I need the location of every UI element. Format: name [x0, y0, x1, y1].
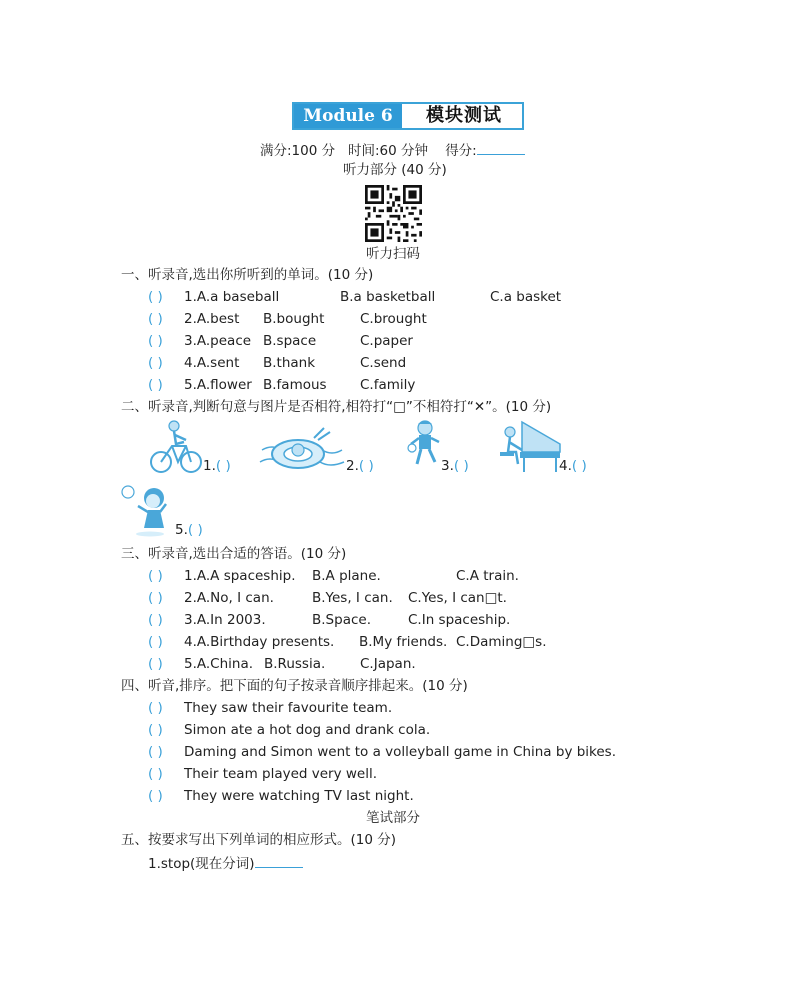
- option-c: C.a basket: [490, 289, 562, 305]
- answer-paren[interactable]: ( ): [215, 458, 231, 474]
- option-b: B.Russia.: [264, 656, 326, 672]
- listening-title: 听力部分 (40 分): [343, 162, 447, 178]
- list-item: [148, 611, 266, 629]
- time-limit: 时间:60 分钟: [347, 143, 429, 159]
- answer-paren[interactable]: ( ): [148, 656, 163, 672]
- answer-paren[interactable]: ( ): [148, 788, 163, 804]
- option-c: C.brought: [360, 311, 427, 327]
- part5-heading: 五、按要求写出下列单词的相应形式。(10 分): [121, 832, 397, 848]
- list-item: [148, 354, 239, 372]
- answer-paren[interactable]: ( ): [148, 590, 163, 606]
- qr-code-icon[interactable]: [365, 185, 422, 242]
- qr-caption: 听力扫码: [366, 246, 420, 262]
- option-a: 4.A.sent: [184, 355, 240, 371]
- option-b: B.a basketball: [340, 289, 436, 305]
- option-a: 1.A.A spaceship.: [184, 568, 296, 584]
- answer-paren[interactable]: ( ): [187, 522, 203, 538]
- pic-label-3: 3.( ): [441, 457, 490, 475]
- answer-paren[interactable]: ( ): [148, 289, 163, 305]
- list-item: [148, 633, 334, 651]
- list-item: [148, 699, 392, 717]
- score-label: 得分:: [445, 143, 477, 159]
- option-b: B.A plane.: [312, 568, 381, 584]
- option-c: C.paper: [360, 333, 413, 349]
- answer-paren[interactable]: ( ): [148, 568, 163, 584]
- answer-paren[interactable]: ( ): [453, 458, 469, 474]
- football-player-picture: [403, 418, 445, 474]
- option-b: B.famous: [263, 377, 327, 393]
- answer-paren[interactable]: ( ): [148, 634, 163, 650]
- option-a: 1.A.a baseball: [184, 289, 280, 305]
- option-a: 3.A.peace: [184, 333, 252, 349]
- answer-paren[interactable]: ( ): [148, 744, 163, 760]
- option-b: B.bought: [263, 311, 325, 327]
- option-a: 5.A.flower: [184, 377, 252, 393]
- list-item: [148, 288, 279, 306]
- answer-paren[interactable]: ( ): [148, 355, 163, 371]
- pic-label-4: 4.( ): [559, 457, 608, 475]
- list-item: [148, 376, 252, 394]
- piano-player-picture: [494, 418, 564, 474]
- option-b: B.thank: [263, 355, 316, 371]
- pic-label-1: 1.( ): [203, 457, 252, 475]
- option-b: B.Space.: [312, 612, 371, 628]
- option-a: 4.A.Birthday presents.: [184, 634, 335, 650]
- volleyball-girl-picture: [120, 482, 176, 538]
- pic-label-2: 2.( ): [346, 457, 395, 475]
- module-label: Module 6: [294, 104, 402, 128]
- option-b: B.Yes, I can.: [312, 590, 393, 606]
- score-blank[interactable]: [477, 140, 525, 155]
- option-a: 5.A.China.: [184, 656, 254, 672]
- option-c: C.Yes, I can□t.: [408, 590, 507, 606]
- option-b: B.My friends.: [359, 634, 448, 650]
- list-item: [148, 567, 296, 585]
- answer-paren[interactable]: ( ): [148, 766, 163, 782]
- list-item: [148, 310, 239, 328]
- option-c: C.Daming□s.: [456, 634, 547, 650]
- score-line: [260, 140, 525, 160]
- module-title-banner: [292, 102, 524, 130]
- part5-item-1: [148, 853, 303, 873]
- answer-paren[interactable]: ( ): [148, 333, 163, 349]
- list-item: [148, 332, 251, 350]
- answer-paren[interactable]: ( ): [148, 722, 163, 738]
- option-b: B.space: [263, 333, 317, 349]
- cyclist-picture: [148, 418, 204, 474]
- option-a: 2.A.best: [184, 311, 240, 327]
- answer-paren[interactable]: ( ): [148, 612, 163, 628]
- written-section-title: 笔试部分: [366, 810, 420, 826]
- list-item: [148, 787, 414, 805]
- sentence-text: They were watching TV last night.: [184, 788, 414, 804]
- answer-blank[interactable]: [255, 853, 303, 868]
- option-c: C.A train.: [456, 568, 519, 584]
- list-item: [148, 589, 274, 607]
- page-title: 模块测试: [426, 105, 502, 126]
- sentence-text: Daming and Simon went to a volleyball game in China by bikes.: [184, 744, 617, 760]
- full-marks: 满分:100 分: [260, 143, 336, 159]
- list-item: [148, 655, 253, 673]
- option-c: C.Japan.: [360, 656, 416, 672]
- option-c: C.family: [360, 377, 416, 393]
- list-item: [148, 743, 616, 761]
- list-item: [148, 765, 377, 783]
- answer-paren[interactable]: ( ): [148, 311, 163, 327]
- list-item: [148, 721, 430, 739]
- option-a: 2.A.No, I can.: [184, 590, 274, 606]
- sentence-text: Simon ate a hot dog and drank cola.: [184, 722, 431, 738]
- option-c: C.In spaceship.: [408, 612, 511, 628]
- answer-paren[interactable]: ( ): [148, 377, 163, 393]
- item-text: 1.stop(现在分词): [148, 856, 255, 872]
- option-a: 3.A.In 2003.: [184, 612, 266, 628]
- answer-paren[interactable]: ( ): [571, 458, 587, 474]
- part4-heading: 四、听音,排序。把下面的句子按录音顺序排起来。(10 分): [121, 678, 468, 694]
- sentence-text: They saw their favourite team.: [184, 700, 393, 716]
- pic-label-5: 5.( ): [175, 521, 224, 539]
- part1-heading: 一、听录音,选出你所听到的单词。(10 分): [121, 267, 374, 283]
- answer-paren[interactable]: ( ): [148, 700, 163, 716]
- answer-paren[interactable]: ( ): [358, 458, 374, 474]
- sentence-text: Their team played very well.: [184, 766, 378, 782]
- swimmer-picture: [258, 420, 346, 474]
- option-c: C.send: [360, 355, 407, 371]
- part2-heading: 二、听录音,判断句意与图片是否相符,相符打“□”不相符打“✕”。(10 分): [121, 399, 552, 415]
- part3-heading: 三、听录音,选出合适的答语。(10 分): [121, 546, 347, 562]
